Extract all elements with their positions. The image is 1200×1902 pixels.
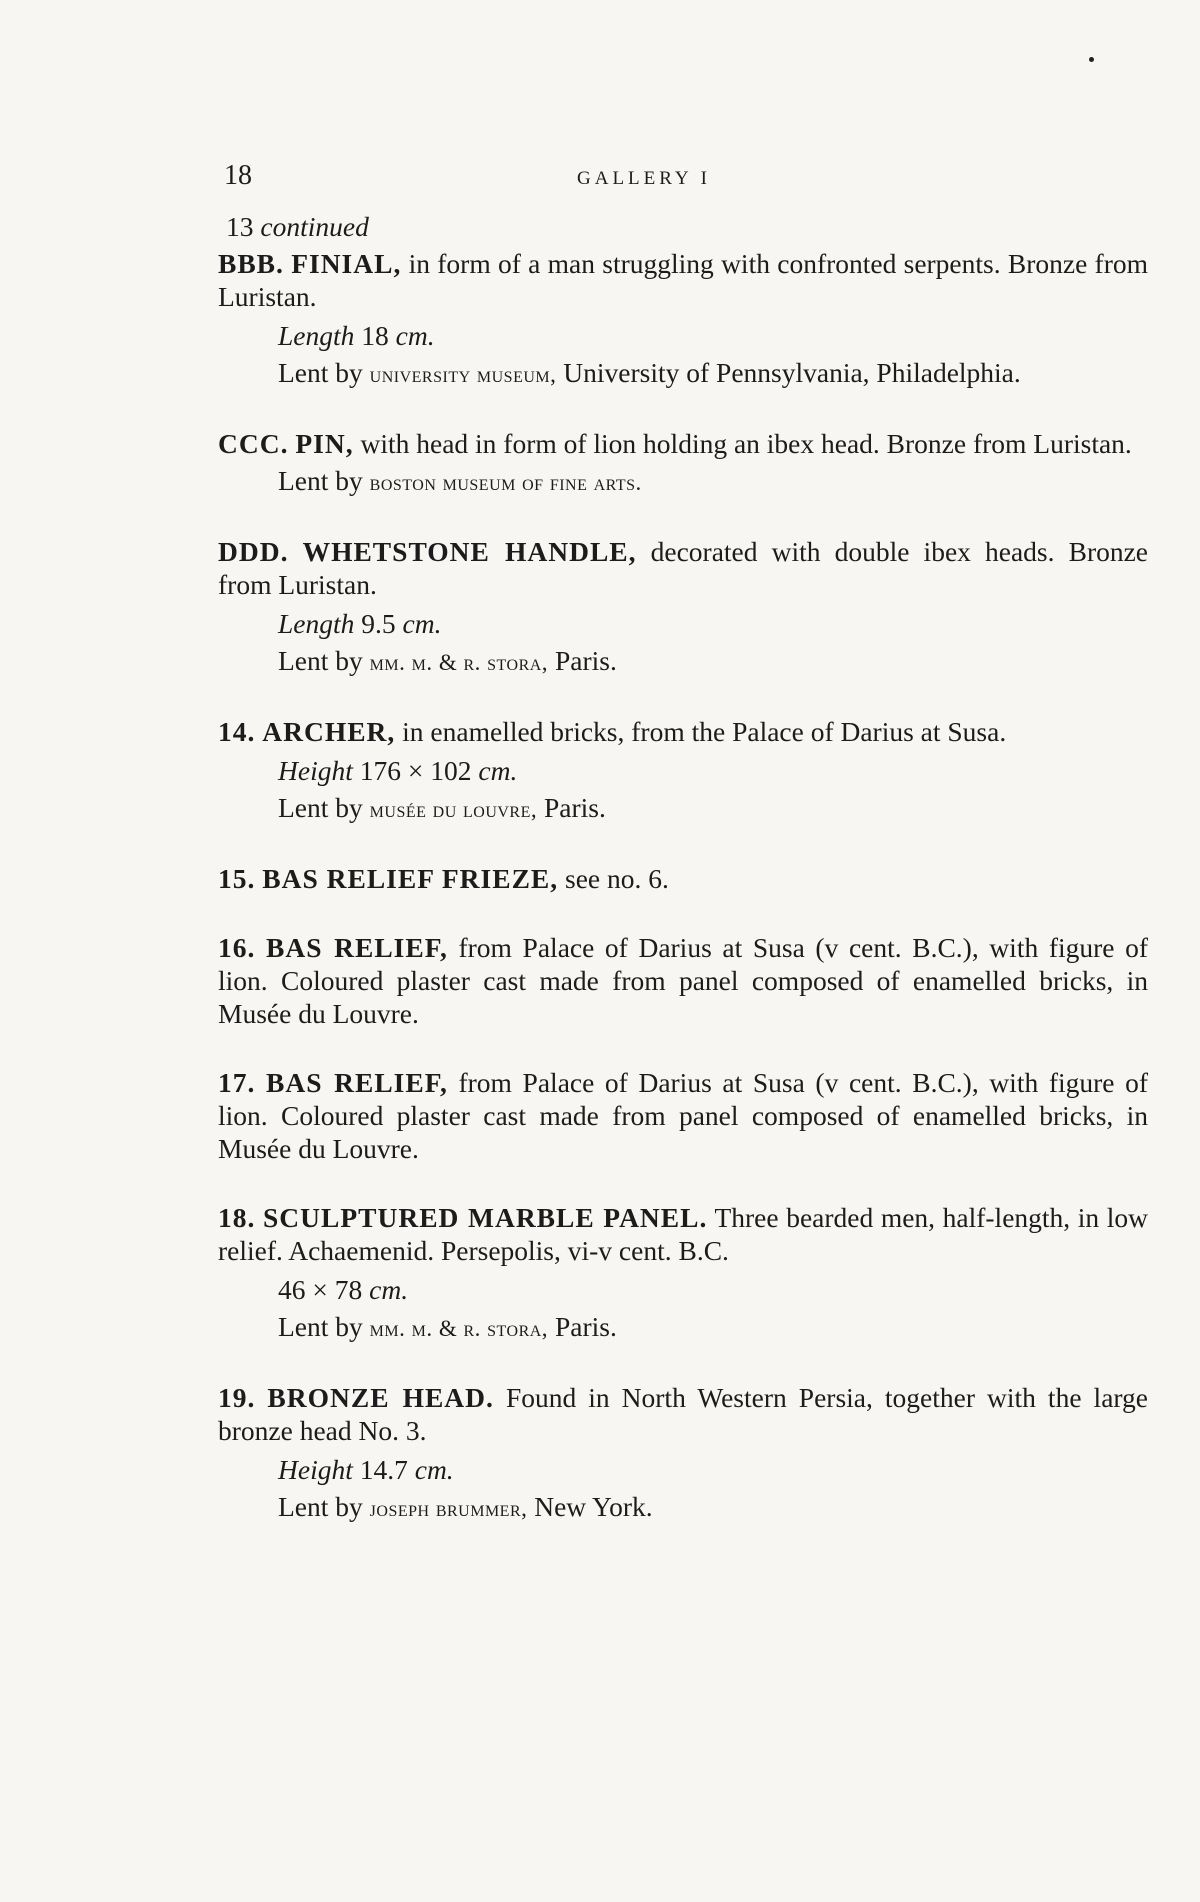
entry-id: 19. [218, 1382, 256, 1413]
entry-id: CCC. [218, 428, 289, 459]
lender-name: mm. m. & r. stora, [369, 1316, 549, 1341]
dimension-label: Height [278, 1454, 353, 1485]
entry-description: from Palace of Darius at Susa (v cent. B.C.), with figure of lion. Coloured plaster cast made from panel composed of enamelled bricks, in Musée du Louvre. [218, 932, 1149, 1029]
entry-description: from Palace of Darius at Susa (v cent. B.C.), with figure of lion. Coloured plaster cast made from panel composed of enamelled bricks, in Musée du Louvre. [218, 1067, 1149, 1164]
dimension-value: 9.5 [361, 608, 396, 639]
entry-dimensions [278, 1453, 1148, 1486]
entry-id: BBB. [218, 248, 284, 279]
entry-id: 18. [218, 1202, 256, 1233]
entry-dimensions [278, 1273, 1148, 1306]
entry-dimensions [278, 319, 1148, 352]
dimension-unit: cm. [369, 1274, 409, 1305]
continued-number: 13 [226, 211, 254, 242]
running-head: GALLERY I [577, 168, 711, 189]
dimension-label: Length [278, 608, 355, 639]
entry-lender [278, 1490, 1148, 1525]
entry-id: DDD. [218, 536, 289, 567]
lender-location: Paris. [554, 1311, 617, 1342]
catalogue-entry [218, 715, 1148, 826]
entry-id: 15. [218, 863, 256, 894]
dimension-label: Height [278, 755, 353, 786]
entry-title: BAS RELIEF FRIEZE, [262, 863, 559, 894]
entry-title: ARCHER, [262, 716, 396, 747]
lender-location: Paris. [554, 645, 617, 676]
catalogue-entry [218, 1066, 1148, 1165]
entry-title: WHETSTONE HANDLE, [302, 536, 637, 567]
entry-title: PIN, [295, 428, 354, 459]
entry-title: BAS RELIEF, [266, 932, 448, 963]
entry-description: in enamelled bricks, from the Palace of Darius at Susa. [402, 716, 1007, 747]
entry-main [218, 715, 1148, 748]
entry-main [218, 1066, 1148, 1165]
dimension-unit: cm. [478, 755, 518, 786]
entry-id: 16. [218, 932, 256, 963]
lender-location: New York. [534, 1491, 653, 1522]
entry-lender [278, 791, 1148, 826]
entry-main [218, 862, 1148, 895]
dimension-value: 14.7 [359, 1454, 408, 1485]
catalogue-entry [218, 427, 1148, 499]
entry-lender [278, 644, 1148, 679]
lender-name: musée du louvre, [369, 797, 538, 822]
catalogue-entry [218, 1381, 1148, 1525]
catalogue-entry [218, 535, 1148, 679]
page-number: 18 [224, 160, 252, 191]
entry-dimensions [278, 754, 1148, 787]
ink-dot [1089, 57, 1094, 62]
lender-name: mm. m. & r. stora, [369, 650, 549, 675]
entry-main [218, 427, 1148, 460]
lent-prefix: Lent by [278, 645, 363, 676]
lender-name: university museum, [369, 362, 557, 387]
entry-id: 17. [218, 1067, 256, 1098]
lender-location: University of Pennsylvania, Philadelphia. [563, 357, 1021, 388]
catalogue-entry [218, 247, 1148, 391]
lent-prefix: Lent by [278, 792, 363, 823]
entry-description: decorated with double ibex heads. Bronze from Luristan. [218, 536, 1149, 600]
dimension-value: 46 × 78 [278, 1274, 363, 1305]
lent-prefix: Lent by [278, 1311, 363, 1342]
dimension-unit: cm. [414, 1454, 454, 1485]
dimension-unit: cm. [402, 608, 442, 639]
entry-main [218, 931, 1148, 1030]
lender-location: Paris. [544, 792, 606, 823]
entry-title: BRONZE HEAD. [267, 1382, 494, 1413]
entry-id: 14. [218, 716, 256, 747]
entry-description: Three bearded men, half-length, in low relief. Achaemenid. Persepolis, vi-v cent. B.C. [218, 1202, 1149, 1266]
catalogue-entry [218, 1201, 1148, 1345]
lender-name: boston museum of fine arts. [369, 470, 642, 495]
lender-name: joseph brummer, [369, 1496, 528, 1521]
entry-main [218, 535, 1148, 601]
entry-title: BAS RELIEF, [266, 1067, 448, 1098]
entry-description: in form of a man struggling with confronted serpents. Bronze from Luristan. [218, 248, 1149, 312]
entry-title: SCULPTURED MARBLE PANEL. [262, 1202, 708, 1233]
dimension-label: Length [278, 320, 355, 351]
entry-main [218, 1381, 1148, 1447]
entry-dimensions [278, 607, 1148, 640]
lent-prefix: Lent by [278, 357, 363, 388]
entry-lender [278, 356, 1148, 391]
entry-description: Found in North Western Persia, together with the large bronze head No. 3. [218, 1382, 1149, 1446]
catalogue-entries [218, 210, 1148, 1561]
lent-prefix: Lent by [278, 465, 363, 496]
continued-line [226, 210, 1148, 243]
lent-prefix: Lent by [278, 1491, 363, 1522]
entry-lender [278, 1310, 1148, 1345]
dimension-value: 18 [361, 320, 389, 351]
dimension-unit: cm. [395, 320, 435, 351]
catalogue-entry [218, 862, 1148, 895]
entry-description: see no. 6. [565, 863, 669, 894]
entry-lender [278, 464, 1148, 499]
entry-title: FINIAL, [291, 248, 402, 279]
entry-main [218, 247, 1148, 313]
entry-main [218, 1201, 1148, 1267]
dimension-value: 176 × 102 [359, 755, 472, 786]
continued-label: continued [260, 211, 369, 242]
entry-description: with head in form of lion holding an ibex head. Bronze from Luristan. [360, 428, 1132, 459]
page-header [224, 160, 1144, 200]
catalogue-entry [218, 931, 1148, 1030]
